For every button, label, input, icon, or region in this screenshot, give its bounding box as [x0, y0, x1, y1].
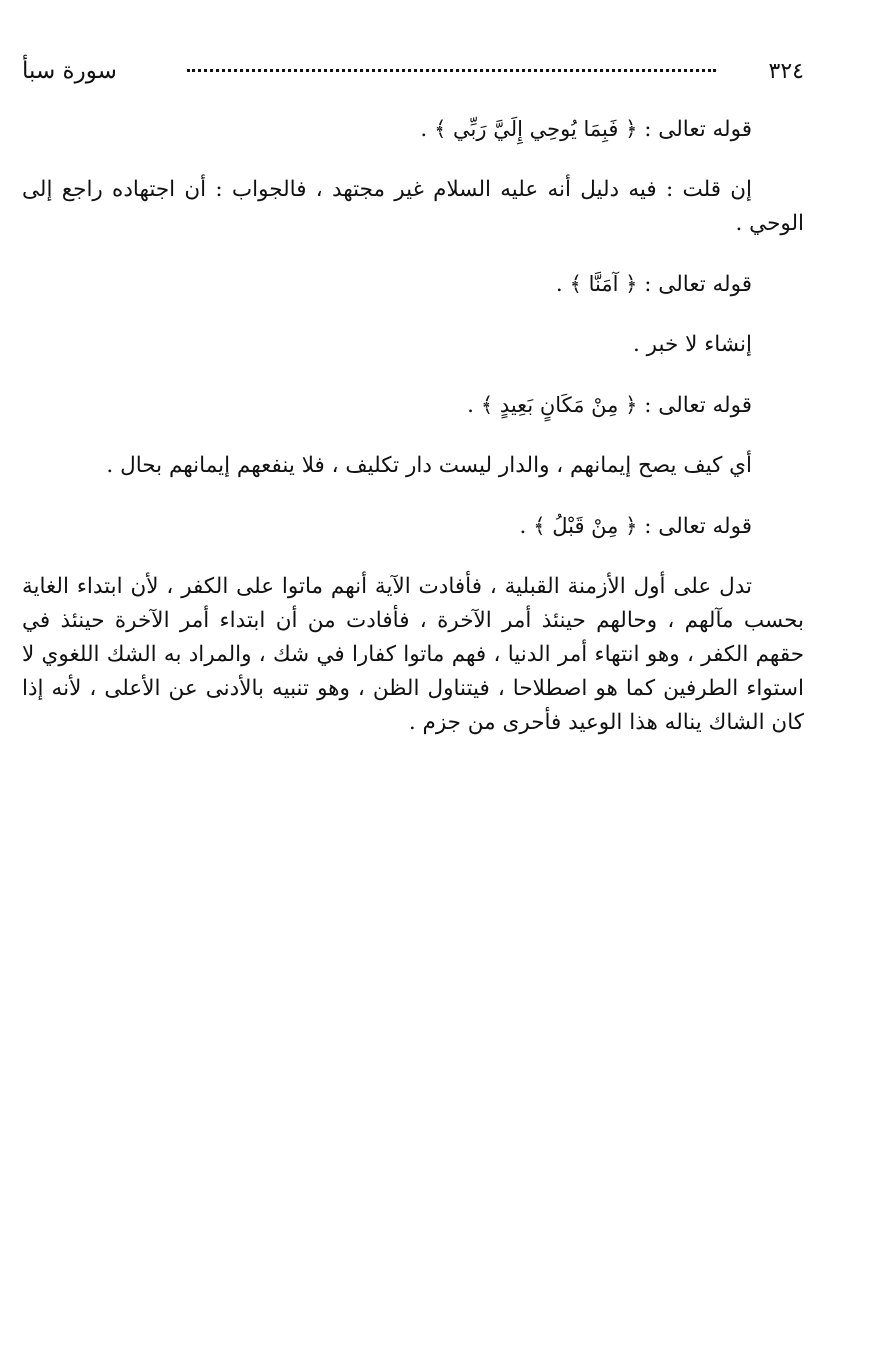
quran-verse: ﴿ آمَنَّا ﴾ — [569, 272, 638, 296]
commentary-paragraph: تدل على أول الأزمنة القبلية ، فأفادت الآية أنهم ماتوا على الكفر ، لأن ابتداء الغاية بحسب مآلهم ، وحالهم حينئذ أمر الآخرة ، فأفادت من أن ابتداء أمر الآخرة حينئذ في حقهم الكفر ، وهو انتهاء أمر الدنيا ، فهم ماتوا كفارا في شك ، والمراد به الشك اللغوي لا استواء الطرفين كما هو اصطلاحا ، فيتناول الظن ، وهو تنبيه بالأدنى عن الأعلى ، لأنه إذا كان الشاك يناله هذا الوعيد فأحرى من جزم . — [22, 574, 804, 735]
spacer — [22, 483, 804, 509]
spacer — [22, 302, 804, 328]
verse-quote-line — [22, 267, 804, 302]
spacer — [22, 362, 804, 388]
verse-intro-label: قوله تعالى : — [644, 117, 752, 142]
surah-title: سورة سبأ — [22, 58, 117, 84]
verse-intro-label: قوله تعالى : — [644, 272, 752, 297]
dotted-leader — [187, 69, 716, 72]
verse-quote-line — [22, 509, 804, 544]
verse-end-mark: . — [420, 117, 428, 142]
spacer — [22, 241, 804, 267]
quran-verse: ﴿ فَبِمَا يُوحِي إِلَيَّ رَبِّي ﴾ — [434, 117, 638, 141]
commentary-paragraph: إن قلت : فيه دليل أنه عليه السلام غير مجتهد ، فالجواب : أن اجتهاده راجع إلى الوحي . — [22, 177, 804, 236]
spacer — [22, 423, 804, 449]
quran-verse: ﴿ مِنْ قَبْلُ ﴾ — [533, 514, 638, 538]
page-header — [22, 58, 804, 92]
book-page — [22, 58, 804, 740]
spacer — [22, 544, 804, 570]
commentary-line: أي كيف يصح إيمانهم ، والدار ليست دار تكليف ، فلا ينفعهم إيمانهم بحال . — [106, 453, 752, 478]
verse-intro-label: قوله تعالى : — [644, 514, 752, 539]
verse-end-mark: . — [555, 272, 563, 297]
page-number: ٣٢٤ — [768, 59, 804, 84]
verse-end-mark: . — [519, 514, 527, 539]
verse-intro-label: قوله تعالى : — [644, 393, 752, 418]
verse-quote-line — [22, 388, 804, 423]
commentary-line: إنشاء لا خبر . — [632, 332, 752, 357]
spacer — [22, 147, 804, 173]
quran-verse: ﴿ مِنْ مَكَانٍ بَعِيدٍ ﴾ — [480, 393, 638, 417]
verse-end-mark: . — [467, 393, 474, 418]
spacer — [22, 92, 804, 112]
verse-quote-line — [22, 112, 804, 147]
